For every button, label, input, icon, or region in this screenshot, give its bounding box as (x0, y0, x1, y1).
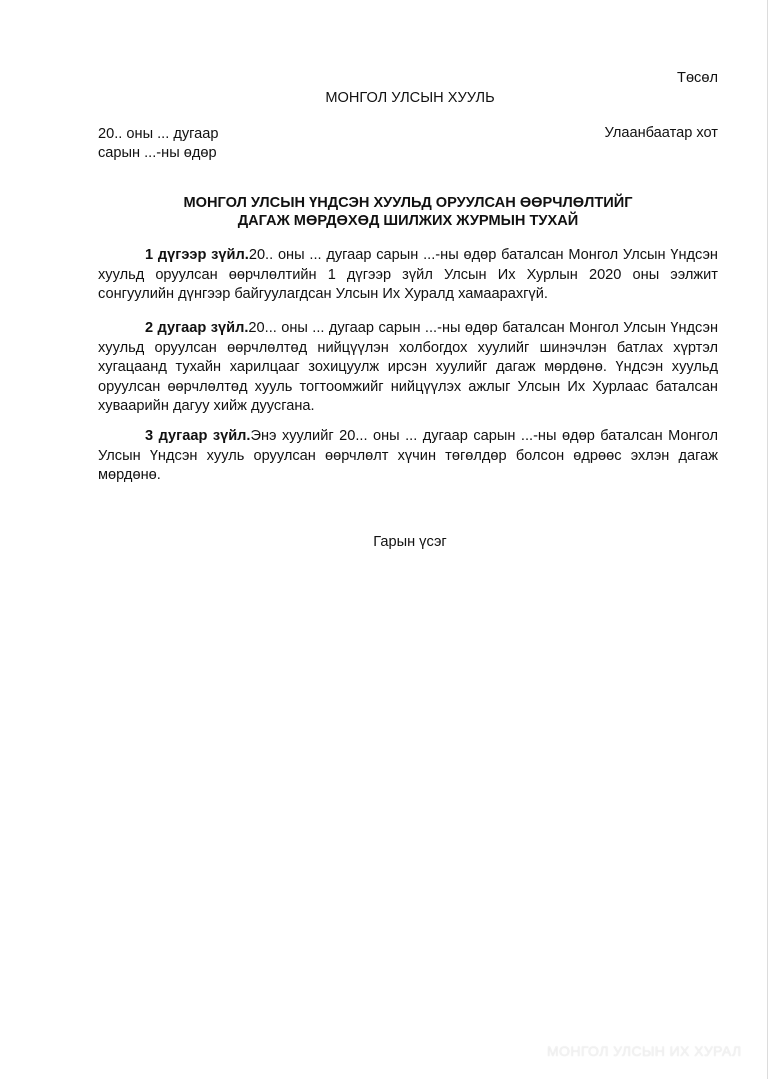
article-1-label: 1 дүгээр зүйл. (145, 247, 249, 263)
article-3-label: 3 дугаар зүйл. (145, 428, 251, 444)
document-title (98, 194, 718, 230)
date-line-1: 20.. оны ... дугаар (98, 126, 219, 142)
article-1-text: 20.. оны ... дугаар сарын ...-ны өдөр баталсан Монгол Улсын Үндсэн хуульд оруулсан өөрчлөлтийн 1 дүгээр зүйл Улсын Их Хурлын 2020 оны ээлжит сонгуулийн дүнгээр байгуулагдсан Улсын Их Хуралд хамаарахгүй. (98, 247, 718, 303)
title-line-2: ДАГАЖ МӨРДӨХӨД ШИЛЖИХ ЖУРМЫН ТУХАЙ (237, 213, 579, 229)
place-label: Улаанбаатар хот (604, 125, 718, 141)
title-line-1: МОНГОЛ УЛСЫН ҮНДСЭН ХУУЛЬД ОРУУЛСАН ӨӨРЧЛӨЛТИЙГ (183, 195, 633, 211)
draft-label: Төсөл (677, 70, 718, 86)
signature-line: Гарын үсэг (373, 534, 447, 550)
article-3 (98, 427, 718, 486)
article-1 (98, 246, 718, 305)
date-line-2: сарын ...-ны өдөр (98, 145, 217, 161)
article-2-label: 2 дугаар зүйл. (145, 320, 249, 336)
date-block (98, 125, 219, 163)
article-3-text: Энэ хуулийг 20... оны ... дугаар сарын ...-ны өдөр баталсан Монгол Улсын Үндсэн хууль оруулсан өөрчлөлт хүчин төгөлдөр болсон өдрөөс эхлэн дагаж мөрдөнө. (98, 428, 718, 484)
article-2 (98, 319, 718, 417)
article-2-text: 20... оны ... дугаар сарын ...-ны өдөр баталсан Монгол Улсын Үндсэн хуульд оруулсан өөрчлөлтөд нийцүүлэн холбогдох хуулийг шинэчлэн батлах хүртэл хугацаанд тухайн харилцааг зохицуулж ирсэн хуулийг дагаж мөрдөнө. Үндсэн хуульд оруулсан өөрчлөлтөд хууль тогтоомжийг нийцүүлэх ажлыг Улсын Их Хурлаас баталсан хуваарийн дагуу хийж дуусгана. (98, 320, 719, 415)
watermark: МОНГОЛ УЛСЫН ИХ ХУРАЛ (547, 1043, 742, 1059)
law-header: МОНГОЛ УЛСЫН ХУУЛЬ (325, 90, 495, 106)
